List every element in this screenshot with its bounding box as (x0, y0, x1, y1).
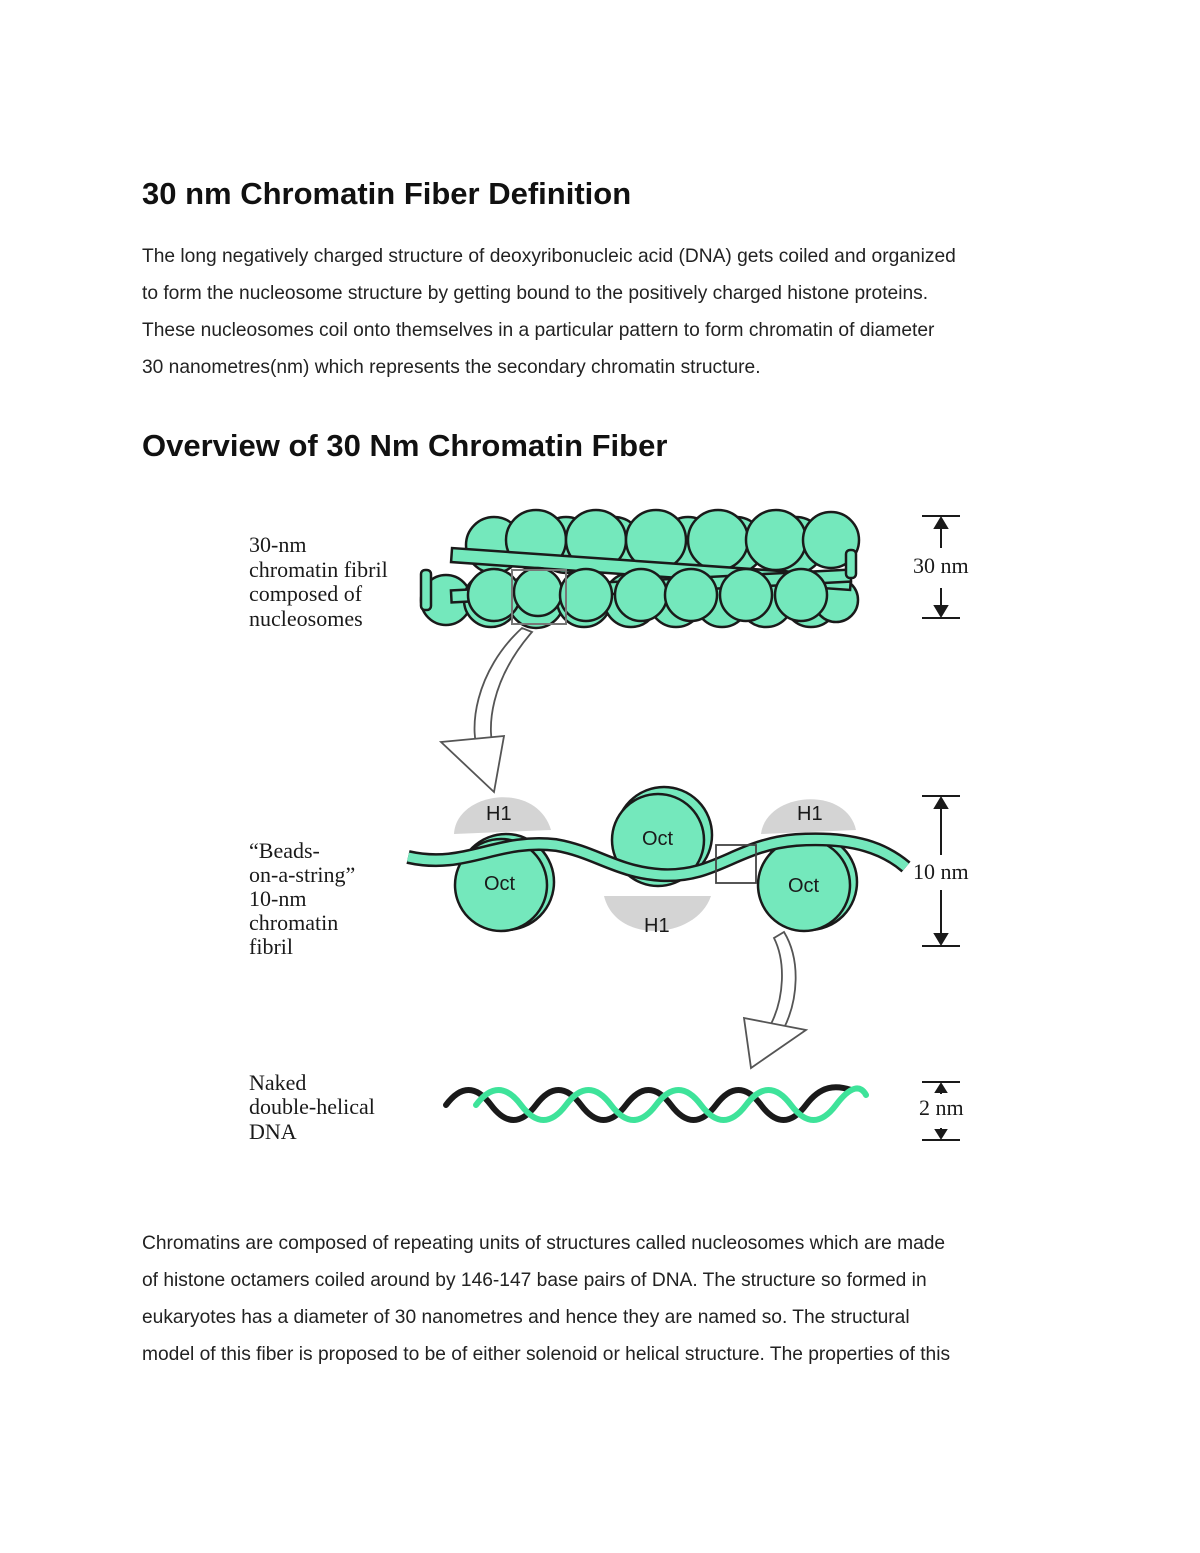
fibril-30nm (421, 510, 859, 628)
label-line: nucleosomes (249, 606, 363, 631)
label-line: DNA (249, 1119, 297, 1144)
paragraph-line: Chromatins are composed of repeating units of structures called nucleosomes which are made (142, 1233, 946, 1254)
paragraph-line: of histone octamers coiled around by 146-147 base pairs of DNA. The structure so formed in (142, 1270, 927, 1291)
paragraph-line: The long negatively charged structure of deoxyribonucleic acid (DNA) gets coiled and organized (142, 246, 956, 267)
oct-label: Oct (642, 828, 674, 850)
label-line: chromatin (249, 910, 339, 935)
paragraph-line: These nucleosomes coil onto themselves in a particular pattern to form chromatin of diameter (142, 320, 935, 341)
paragraph-overview (142, 1225, 1072, 1373)
paragraph-line: 30 nanometres(nm) which represents the secondary chromatin structure. (142, 357, 761, 378)
h1-label: H1 (644, 915, 670, 937)
scale-label-10nm: 10 nm (913, 859, 969, 884)
label-line: Naked (249, 1070, 307, 1095)
heading-overview: Overview of 30 Nm Chromatin Fiber (142, 428, 668, 463)
heading-definition: 30 nm Chromatin Fiber Definition (142, 176, 632, 211)
paragraph-definition (142, 238, 1072, 386)
label-line: fibril (249, 934, 293, 959)
chromatin-diagram (236, 500, 996, 1160)
scale-label-2nm: 2 nm (919, 1095, 964, 1120)
paragraph-line: model of this fiber is proposed to be of either solenoid or helical structure. The properties of this (142, 1344, 951, 1365)
h1-label: H1 (486, 803, 512, 825)
scale-label-30nm: 30 nm (913, 553, 969, 578)
naked-dna (446, 1087, 866, 1120)
label-line: on-a-string” (249, 862, 356, 887)
label-line: “Beads- (249, 838, 320, 863)
label-beads-on-string (249, 838, 355, 959)
arrow-down-icon (744, 932, 806, 1068)
oct-label: Oct (788, 875, 820, 897)
label-30nm-fibril (249, 532, 388, 631)
label-line: 10-nm (249, 886, 307, 911)
paragraph-line: eukaryotes has a diameter of 30 nanometres and hence they are named so. The structural (142, 1307, 910, 1328)
arrow-down-left-icon (441, 628, 532, 792)
paragraph-line: to form the nucleosome structure by getting bound to the positively charged histone proteins. (142, 283, 929, 304)
label-line: composed of (249, 581, 363, 606)
beads-on-string (408, 787, 906, 937)
oct-label: Oct (484, 873, 516, 895)
h1-label: H1 (797, 803, 823, 825)
label-line: 30-nm (249, 532, 307, 557)
label-naked-dna (249, 1070, 375, 1144)
label-line: double-helical (249, 1094, 375, 1119)
label-line: chromatin fibril (249, 557, 388, 582)
